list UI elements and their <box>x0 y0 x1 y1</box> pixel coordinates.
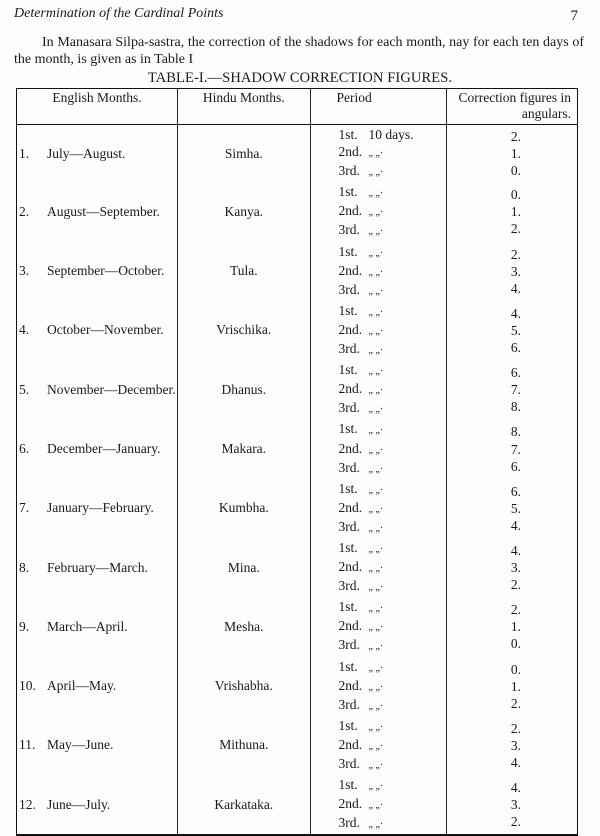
running-head: Determination of the Cardinal Points <box>14 6 224 21</box>
period-label: 3rd. <box>338 578 360 594</box>
table-row <box>17 479 578 538</box>
correction-value: 2. <box>510 221 521 237</box>
correction-cell <box>447 597 578 656</box>
period-label: 1st. <box>338 658 358 674</box>
correction-value: 6. <box>510 483 521 499</box>
correction-value: 2. <box>510 814 521 830</box>
hindu-month: Karkataka. <box>177 775 310 835</box>
period-cell <box>310 538 447 597</box>
period-cell <box>310 479 447 538</box>
table-row <box>17 419 578 478</box>
row-number: 6. <box>19 441 30 457</box>
table-row <box>17 360 578 419</box>
ditto-marks: „ „· <box>368 226 384 238</box>
hindu-month: Dhanus. <box>177 360 310 419</box>
ditto-marks: „ „· <box>368 266 384 278</box>
correction-cell <box>447 419 578 478</box>
ditto-marks: „ „· <box>368 188 384 200</box>
correction-value: 8. <box>510 424 521 440</box>
ditto-marks: „ „· <box>368 760 384 771</box>
period-label: 2nd. <box>338 262 363 278</box>
table-header-row <box>17 89 578 125</box>
ditto-marks: „ „· <box>368 148 384 160</box>
correction-cell <box>447 716 578 775</box>
period-cell <box>310 360 447 419</box>
period-cell <box>310 125 447 183</box>
period-label: 3rd. <box>338 459 360 475</box>
header-period: Period <box>310 89 447 125</box>
correction-value: 0. <box>510 163 521 179</box>
correction-cell <box>447 775 578 835</box>
shadow-correction-table <box>16 88 578 836</box>
ditto-marks: „ „· <box>368 247 384 259</box>
correction-value: 3. <box>510 560 521 576</box>
english-month-cell <box>17 125 178 183</box>
hindu-month: Mina. <box>177 538 310 597</box>
period-label: 1st. <box>338 127 358 142</box>
correction-value: 6. <box>510 340 521 356</box>
correction-value: 4. <box>510 305 521 321</box>
correction-value: 0. <box>510 187 521 203</box>
period-label: 1st. <box>338 777 358 793</box>
correction-value: 4. <box>510 780 521 796</box>
ditto-marks: „ „· <box>368 385 384 397</box>
english-month: November—December. <box>47 381 176 397</box>
english-month: May—June. <box>47 737 114 753</box>
period-label: 3rd. <box>338 518 360 534</box>
english-month-cell <box>17 657 178 716</box>
correction-value: 3. <box>510 263 521 279</box>
ditto-marks: „ „· <box>368 721 384 733</box>
english-month: January—February. <box>47 500 154 516</box>
ditto-marks: „ „· <box>368 622 384 634</box>
row-number: 7. <box>19 500 30 516</box>
correction-value: 4. <box>510 542 521 558</box>
ditto-marks: „ „· <box>368 700 384 712</box>
correction-value: 6. <box>510 365 521 381</box>
ditto-marks: „ „· <box>368 345 384 357</box>
hindu-month: Kanya. <box>177 182 310 241</box>
ditto-marks: „ „· <box>368 444 384 456</box>
english-month-cell <box>17 301 178 360</box>
english-month-cell <box>17 538 178 597</box>
period-label: 3rd. <box>338 696 360 712</box>
row-number: 4. <box>19 322 30 338</box>
ditto-marks: „ „· <box>368 543 384 555</box>
correction-value: 1. <box>510 619 521 635</box>
table-row <box>17 125 578 183</box>
ditto-marks: „ „· <box>368 662 384 674</box>
period-label: 2nd. <box>338 144 363 160</box>
ditto-marks: „ „· <box>368 207 384 219</box>
ditto-marks: „ „· <box>368 325 384 337</box>
correction-cell <box>447 360 578 419</box>
english-month-cell <box>17 419 178 478</box>
ditto-marks: „ „· <box>368 366 384 378</box>
english-month: June—July. <box>47 796 111 812</box>
correction-value: 5. <box>510 500 521 516</box>
period-label: 2nd. <box>338 499 363 515</box>
english-month: December—January. <box>47 441 161 457</box>
ditto-marks: „ „· <box>368 819 384 831</box>
row-number: 5. <box>19 381 30 397</box>
ditto-marks: „ „· <box>368 503 384 515</box>
row-number: 8. <box>19 559 30 575</box>
correction-cell <box>447 301 578 360</box>
period-label: 2nd. <box>338 677 363 693</box>
correction-value: 5. <box>510 322 521 338</box>
correction-value: 2. <box>510 602 521 618</box>
english-month-cell <box>17 182 178 241</box>
english-month-cell <box>17 716 178 775</box>
ditto-marks: „ „· <box>368 522 384 534</box>
correction-value: 7. <box>510 441 521 457</box>
english-month-cell <box>17 360 178 419</box>
period-cell <box>310 419 447 478</box>
english-month: April—May. <box>47 678 117 694</box>
correction-value: 8. <box>510 399 521 415</box>
period-label: 1st. <box>338 480 358 496</box>
period-cell <box>310 657 447 716</box>
hindu-month: Vrischika. <box>177 301 310 360</box>
english-month-cell <box>17 479 178 538</box>
correction-value: 4. <box>510 755 521 770</box>
period-cell <box>310 182 447 241</box>
hindu-month: Kumbha. <box>177 479 310 538</box>
hindu-month: Mesha. <box>177 597 310 656</box>
period-label: 1st. <box>338 362 358 378</box>
correction-cell <box>447 479 578 538</box>
ditto-marks: „ „· <box>368 641 384 653</box>
period-label: 1st. <box>338 421 358 437</box>
correction-value: 1. <box>510 678 521 694</box>
english-month: August—September. <box>47 203 160 219</box>
table-row <box>17 182 578 241</box>
english-month-cell <box>17 242 178 301</box>
row-number: 9. <box>19 618 30 634</box>
ditto-marks: „ „· <box>368 404 384 416</box>
period-label: 3rd. <box>338 341 360 357</box>
english-month-cell <box>17 597 178 656</box>
ditto-marks: „ „· <box>368 563 384 575</box>
correction-value: 2. <box>510 695 521 711</box>
intro-paragraph: In Manasara Silpa-sastra, the correction of the shadows for each month, nay for each ten days of the month, is given as in Table I <box>14 35 584 67</box>
ditto-marks: „ „· <box>368 484 384 496</box>
correction-value: 0. <box>510 661 521 677</box>
table-caption: TABLE-I.—SHADOW CORRECTION FIGURES. <box>147 70 453 86</box>
correction-cell <box>447 657 578 716</box>
ditto-marks: „ „· <box>368 582 384 594</box>
correction-value: 6. <box>510 458 521 474</box>
correction-cell <box>447 538 578 597</box>
correction-value: 2. <box>510 129 521 144</box>
period-label: 1st. <box>338 184 358 200</box>
period-label: 3rd. <box>338 163 360 179</box>
table-row <box>17 301 578 360</box>
period-label: 3rd. <box>338 756 360 771</box>
english-month-cell <box>17 775 178 835</box>
correction-value: 0. <box>510 636 521 652</box>
period-cell <box>310 301 447 360</box>
period-label: 2nd. <box>338 381 363 397</box>
ditto-marks: „ „· <box>368 740 384 752</box>
row-number: 10. <box>19 678 36 694</box>
period-label: 1st. <box>338 302 358 318</box>
correction-cell <box>447 182 578 241</box>
period-cell <box>310 242 447 301</box>
correction-value: 3. <box>510 797 521 813</box>
ditto-marks: „ „· <box>368 425 384 437</box>
correction-cell <box>447 242 578 301</box>
hindu-month: Tula. <box>177 242 310 301</box>
period-label: 2nd. <box>338 203 363 219</box>
table-row <box>17 597 578 656</box>
header-hindu-months: Hindu Months. <box>177 89 310 125</box>
table-row <box>17 775 578 835</box>
correction-value: 1. <box>510 204 521 220</box>
period-label: 3rd. <box>338 637 360 653</box>
period-label: 3rd. <box>338 281 360 297</box>
correction-value: 2. <box>510 720 521 736</box>
period-cell <box>310 775 447 835</box>
period-cell <box>310 716 447 775</box>
page-number: 7 <box>570 8 578 24</box>
ditto-marks: „ „· <box>368 285 384 297</box>
ditto-marks: „ „· <box>368 781 384 793</box>
period-suffix: 10 days. <box>368 127 414 142</box>
period-label: 1st. <box>338 243 358 259</box>
row-number: 3. <box>19 263 30 279</box>
header-english-months: English Months. <box>17 89 178 125</box>
correction-value: 2. <box>510 577 521 593</box>
hindu-month: Vrishabha. <box>177 657 310 716</box>
correction-value: 2. <box>510 246 521 262</box>
row-number: 11. <box>19 737 36 753</box>
table-row <box>17 242 578 301</box>
ditto-marks: „ „· <box>368 800 384 812</box>
row-number: 12. <box>19 796 36 812</box>
period-label: 2nd. <box>338 559 363 575</box>
period-label: 2nd. <box>338 796 363 812</box>
period-label: 3rd. <box>338 222 360 238</box>
period-label: 3rd. <box>338 400 360 416</box>
correction-value: 3. <box>510 737 521 753</box>
english-month: March—April. <box>47 618 128 634</box>
english-month: July—August. <box>47 145 126 161</box>
period-label: 3rd. <box>338 815 360 831</box>
period-label: 2nd. <box>338 618 363 634</box>
period-cell <box>310 597 447 656</box>
table-row <box>17 657 578 716</box>
ditto-marks: „ „· <box>368 603 384 615</box>
period-label: 1st. <box>338 599 358 615</box>
period-label: 1st. <box>338 539 358 555</box>
english-month: February—March. <box>47 559 148 575</box>
correction-value: 7. <box>510 382 521 398</box>
english-month: October—November. <box>47 322 164 338</box>
header-correction-figures: Correction figures in angulars. <box>447 89 578 125</box>
period-label: 2nd. <box>338 736 363 752</box>
ditto-marks: „ „· <box>368 463 384 475</box>
ditto-marks: „ „· <box>368 681 384 693</box>
period-label: 2nd. <box>338 440 363 456</box>
table-row <box>17 538 578 597</box>
row-number: 1. <box>19 145 30 161</box>
hindu-month: Mithuna. <box>177 716 310 775</box>
table-row <box>17 716 578 775</box>
ditto-marks: „ „· <box>368 306 384 318</box>
correction-value: 1. <box>510 146 521 162</box>
correction-cell <box>447 125 578 183</box>
period-label: 2nd. <box>338 321 363 337</box>
ditto-marks: „ „· <box>368 167 384 179</box>
hindu-month: Simha. <box>177 125 310 183</box>
correction-value: 4. <box>510 517 521 533</box>
correction-value: 4. <box>510 280 521 296</box>
row-number: 2. <box>19 203 30 219</box>
period-label: 1st. <box>338 717 358 733</box>
english-month: September—October. <box>47 263 165 279</box>
hindu-month: Makara. <box>177 419 310 478</box>
